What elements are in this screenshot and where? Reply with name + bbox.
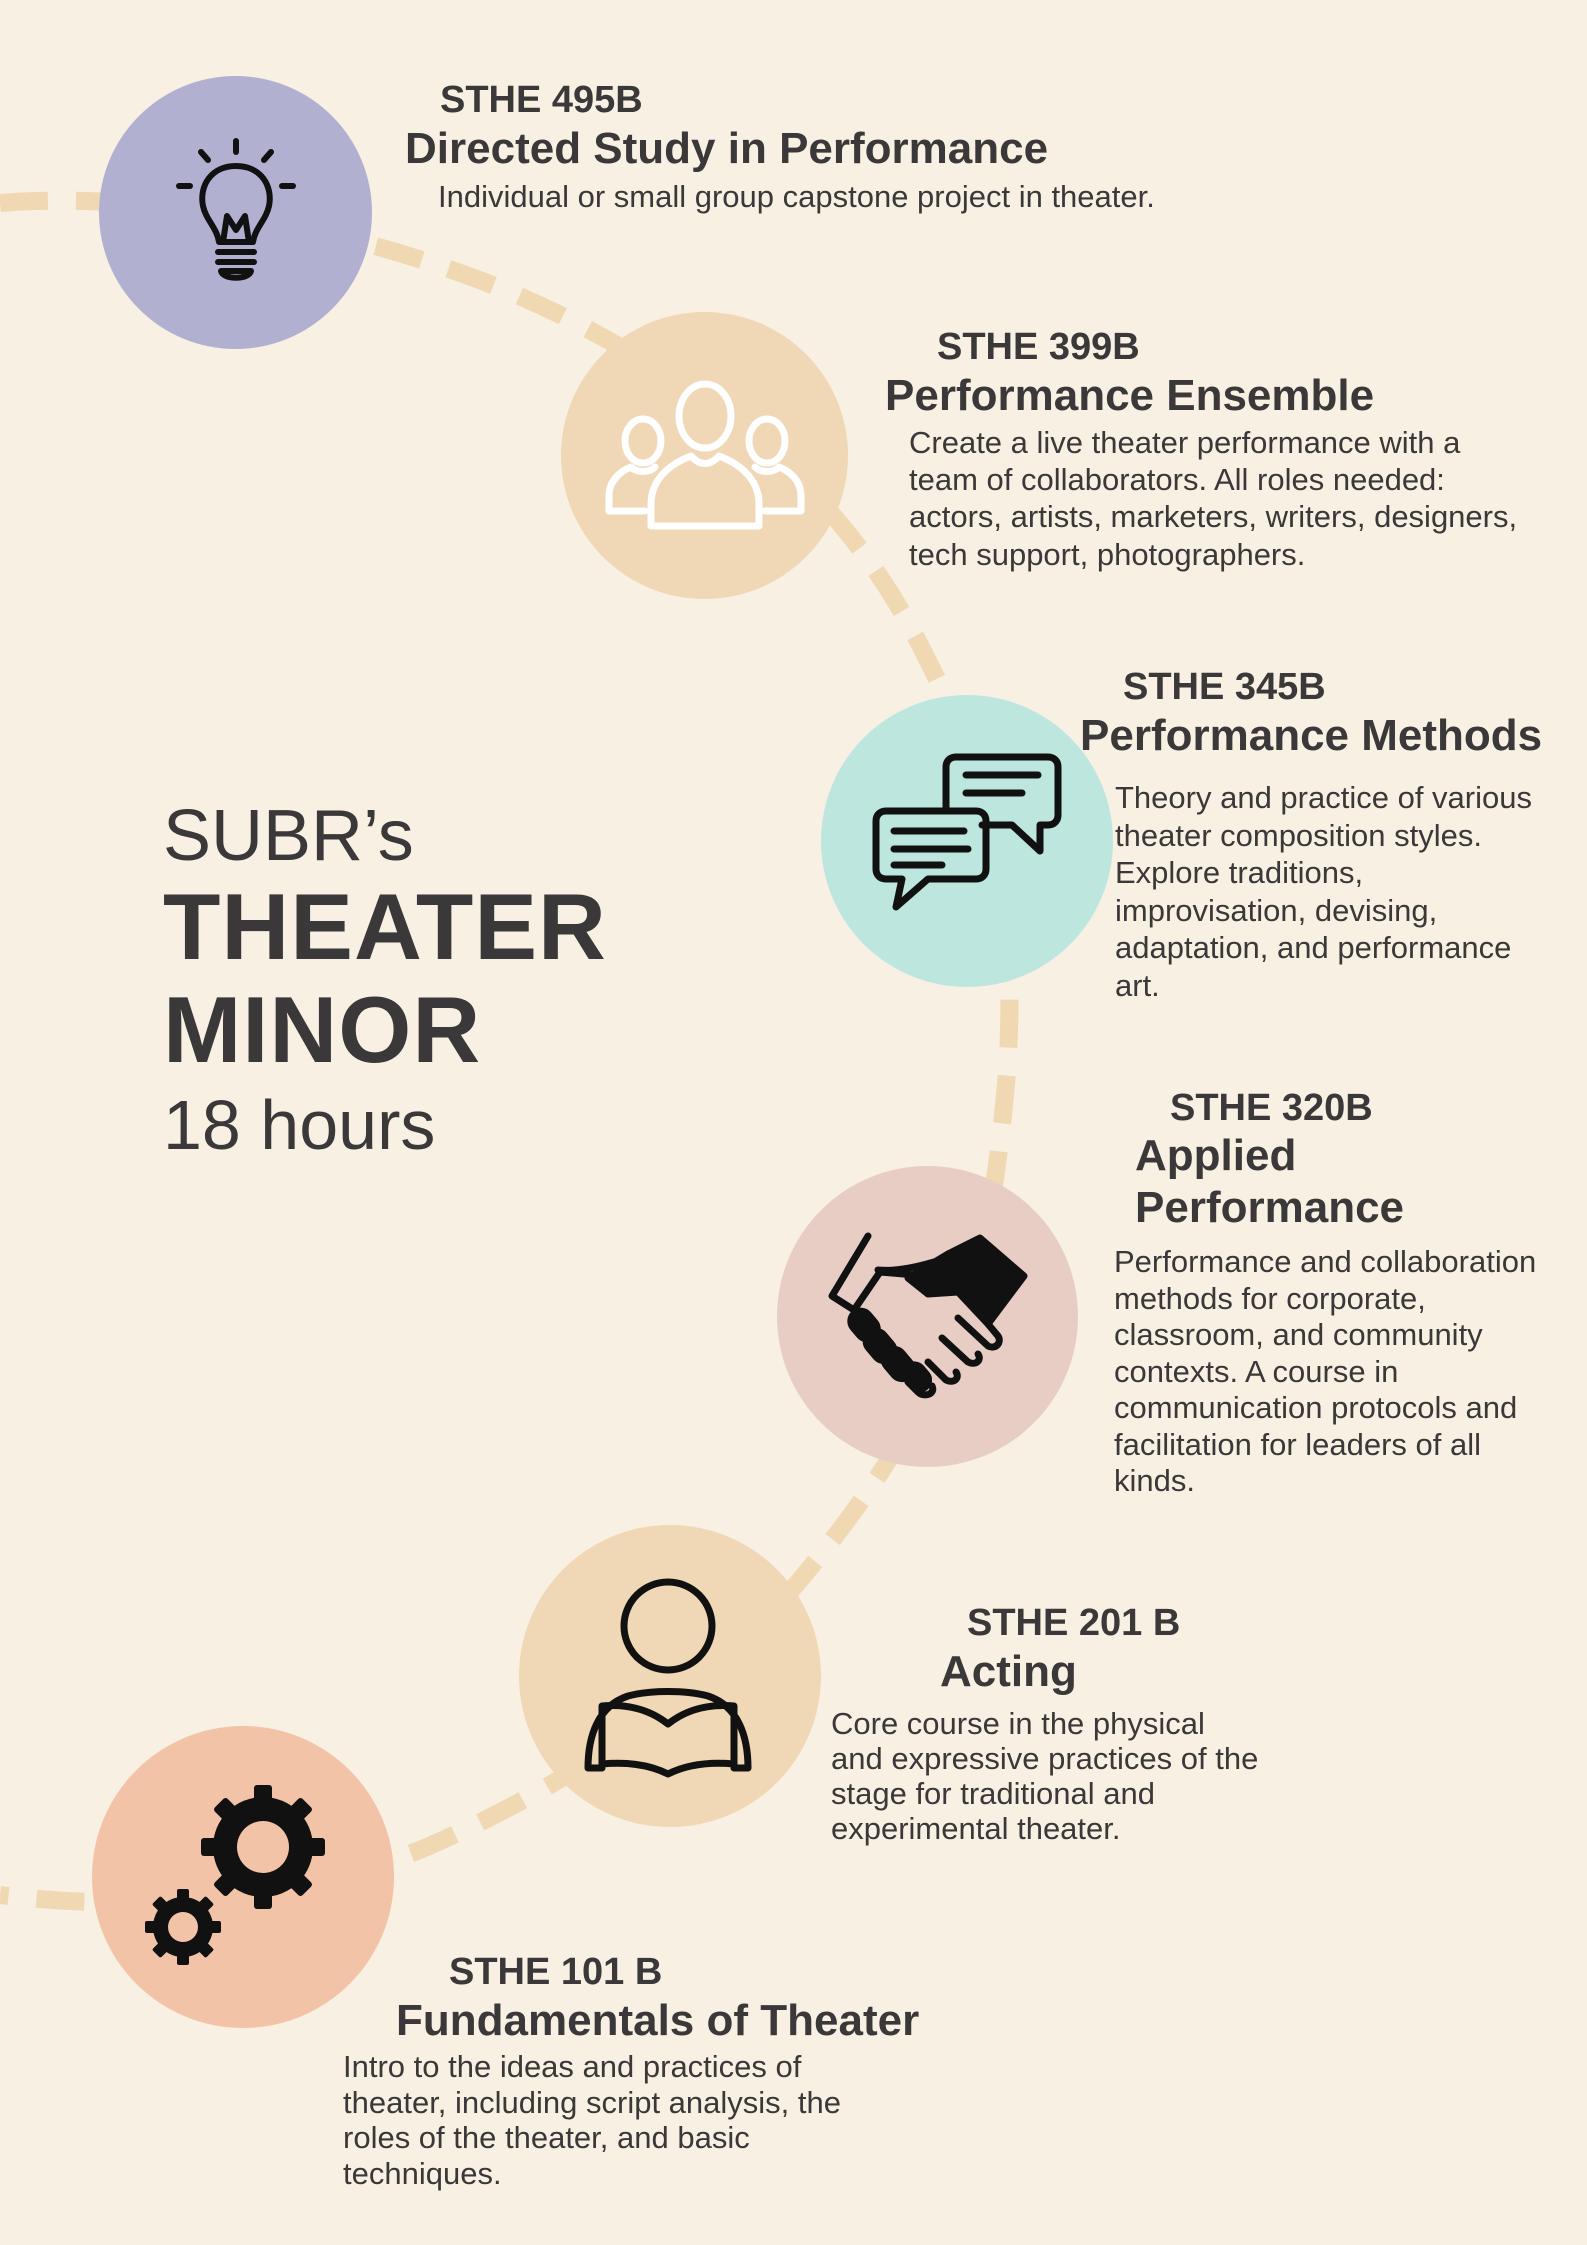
- course-circle-320b: [777, 1166, 1078, 1467]
- course-circle-345b: [821, 695, 1113, 987]
- course-description: Intro to the ideas and practices of theater, including script analysis, the roles of the theater, and basic techniques.: [343, 2049, 841, 2191]
- course-title: Fundamentals of Theater: [396, 1996, 920, 2045]
- course-description: Performance and collaboration methods for corporate, classroom, and community contexts. A course in communication protocols and facilitation for leaders of all kinds.: [1114, 1244, 1537, 1499]
- group-icon: [605, 376, 805, 536]
- course-description: Core course in the physical and expressive practices of the stage for traditional and experimental theater.: [831, 1706, 1259, 1847]
- gears-icon: [143, 1777, 343, 1977]
- course-code: STHE 399B: [937, 326, 1140, 368]
- course-title: Performance Ensemble: [885, 371, 1375, 420]
- course-code: STHE 201 B: [967, 1602, 1181, 1644]
- title-line-1: THEATER: [163, 874, 607, 979]
- course-code: STHE 320B: [1170, 1087, 1373, 1129]
- course-circle-495b: [99, 76, 372, 349]
- course-description: Theory and practice of various theater composition styles. Explore traditions, improvisation, devising, adaptation, and performance art.: [1115, 780, 1532, 1003]
- course-description: Individual or small group capstone project in theater.: [438, 179, 1155, 214]
- course-code: STHE 345B: [1123, 666, 1326, 708]
- course-title: Acting: [940, 1647, 1077, 1696]
- course-title: Performance Methods: [1080, 711, 1543, 760]
- total-hours: 18 hours: [163, 1086, 436, 1164]
- chat-bubbles-icon: [872, 751, 1062, 931]
- course-circle-101b: [92, 1726, 394, 2028]
- reader-icon: [580, 1576, 760, 1776]
- course-code: STHE 495B: [440, 79, 643, 121]
- minor-prefix: SUBR’s: [163, 796, 414, 876]
- title-line-2: MINOR: [163, 977, 482, 1082]
- handshake-icon: [828, 1232, 1028, 1402]
- course-circle-399b: [561, 312, 848, 599]
- course-code: STHE 101 B: [449, 1951, 663, 1993]
- course-circle-201b: [519, 1525, 821, 1827]
- lightbulb-icon: [171, 138, 301, 288]
- course-description: Create a live theater performance with a team of collaborators. All roles needed: actors, artists, marketers, writers, designers, tech support, photographers.: [909, 425, 1518, 572]
- course-title: Directed Study in Performance: [405, 124, 1049, 173]
- course-title: Applied Performance: [1135, 1131, 1405, 1232]
